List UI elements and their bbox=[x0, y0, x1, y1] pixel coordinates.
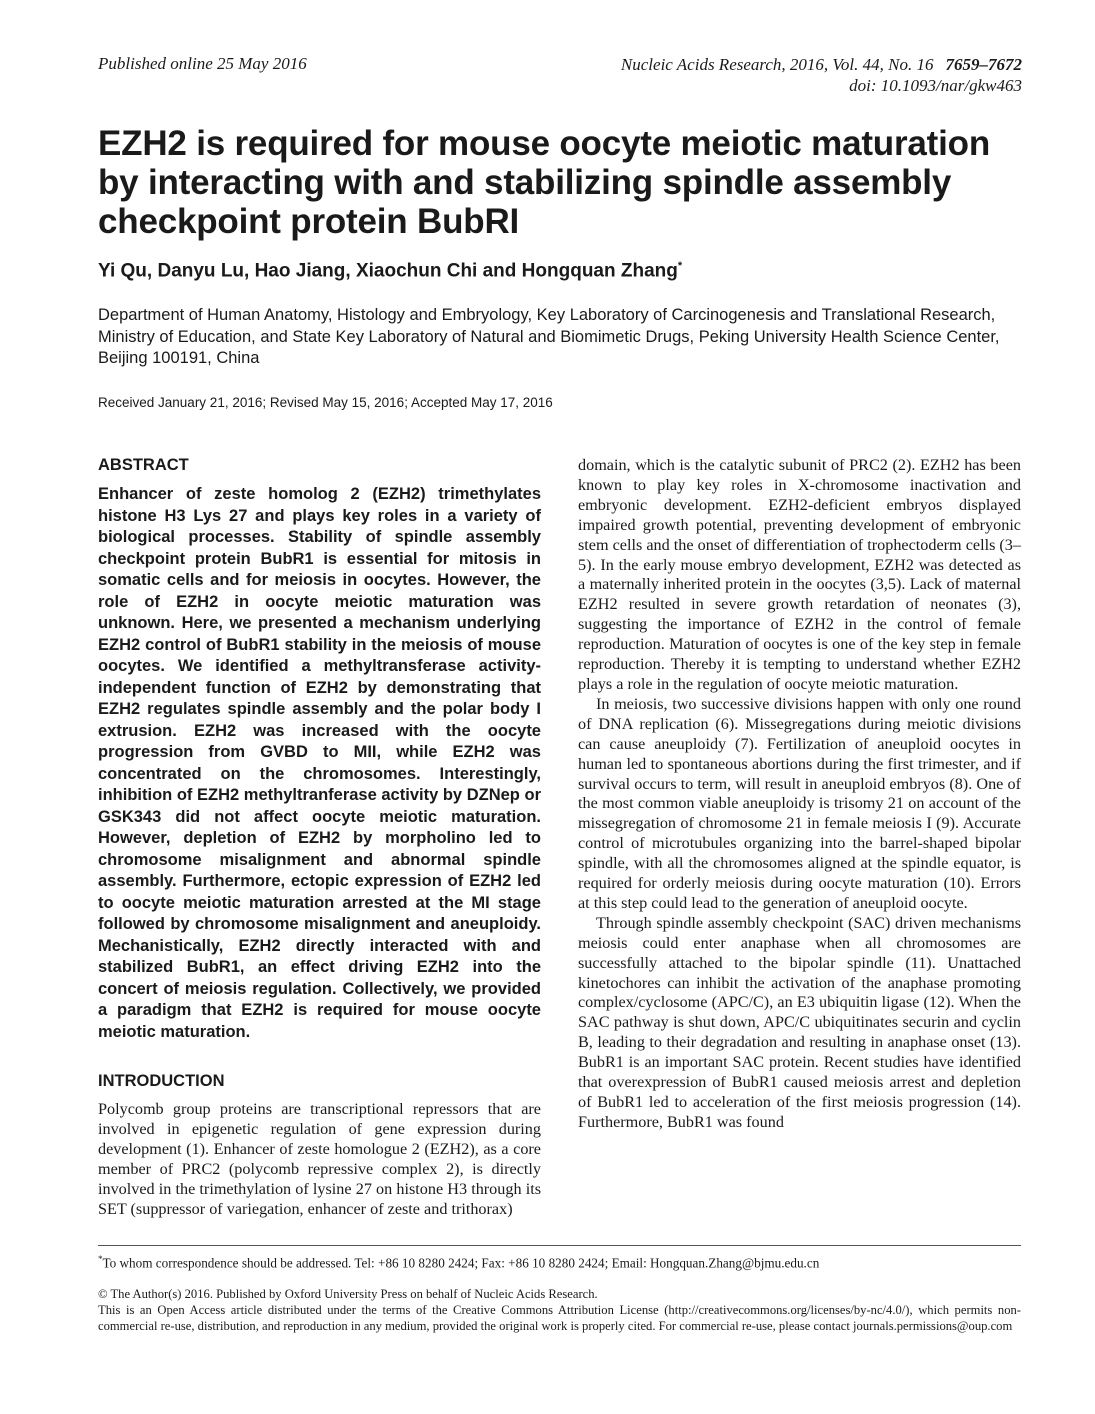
license-block bbox=[98, 1286, 1021, 1335]
article-title: EZH2 is required for mouse oocyte meiotic maturation by interacting with and stabilizing spindle assembly checkpoint protein BubRI bbox=[98, 124, 991, 241]
footnote-divider bbox=[98, 1245, 1021, 1246]
journal-header bbox=[621, 54, 1022, 96]
abstract-heading: ABSTRACT bbox=[98, 456, 189, 474]
license-text: This is an Open Access article distributed under the terms of the Creative Commons Attribution License (http://creativecommons.org/licenses/by-nc/4.0/), which permits non-commercial re-use, distribution, and reproduction in any medium, provided the original work is properly cited. For commercial re-use, please contact journals.permissions@oup.com bbox=[98, 1303, 1021, 1334]
abstract-text: Enhancer of zeste homolog 2 (EZH2) trimethylates histone H3 Lys 27 and plays key roles in a variety of biological processes. Stability of spindle assembly checkpoint protein BubR1 is essential for mitosis in somatic cells and for meiosis in oocytes. However, the role of EZH2 in oocyte meiotic maturation was unknown. Here, we presented a mechanism underlying EZH2 control of BubR1 stability in the meiosis of mouse oocytes. We identified a methyltransferase activity-independent function of EZH2 by demonstrating that EZH2 regulates spindle assembly and the polar body I extrusion. EZH2 was increased with the oocyte progression from GVBD to MII, while EZH2 was concentrated on the chromosomes. Interestingly, inhibition of EZH2 methyltranferase activity by DZNep or GSK343 did not affect oocyte meiotic maturation. However, depletion of EZH2 by morpholino led to chromosome misalignment and abnormal spindle assembly. Furthermore, ectopic expression of EZH2 led to oocyte meiotic maturation arrested at the MI stage followed by chromosome misalignment and aneuploidy. Mechanistically, EZH2 directly interacted with and stabilized BubR1, an effect driving EZH2 into the concert of meiosis regulation. Collectively, we provided a paradigm that EZH2 is required for mouse oocyte meiotic maturation. bbox=[98, 485, 541, 1041]
right-column bbox=[578, 456, 1021, 1133]
doi: doi: 10.1093/nar/gkw463 bbox=[849, 76, 1022, 95]
author-names: Yi Qu, Danyu Lu, Hao Jiang, Xiaochun Chi and Hongquan Zhang bbox=[98, 260, 678, 282]
intro-paragraph-3: Through spindle assembly checkpoint (SAC) driven mechanisms meiosis could enter anaphase when all chromosomes are successfully attached to the bipolar spindle (11). Unattached kinetochores can inhibit the activation of the anaphase promoting complex/cyclosome (APC/C), an E3 ubiquitin ligase (12). When the SAC pathway is shut down, APC/C ubiquitinates securin and cyclin B, leading to their degradation and resulting in anaphase onset (13). BubR1 is an important SAC protein. Recent studies have identified that overexpression of BubR1 caused meiosis arrest and depletion of BubR1 led to acceleration of the first meiosis progression (14). Furthermore, BubR1 was found bbox=[578, 913, 1021, 1131]
journal-citation: Nucleic Acids Research, 2016, Vol. 44, No. 16 bbox=[620, 55, 934, 74]
left-column bbox=[98, 456, 541, 1219]
introduction-heading: INTRODUCTION bbox=[98, 1072, 225, 1090]
page-range: 7659–7672 bbox=[945, 55, 1022, 74]
received-dates: Received January 21, 2016; Revised May 15, 2016; Accepted May 17, 2016 bbox=[98, 395, 553, 410]
intro-paragraph-2: In meiosis, two successive divisions happen with only one round of DNA replication (6). Missegregations during meiotic divisions can cause aneuploidy (7). Fertilization of aneuploid oocytes in human led to spontaneous abortions during the first trimester, and if survival occurs to term, will result in aneuploid embryos (8). One of the most common viable aneuploidy is trisomy 21 on account of the missegregation of chromosome 21 in female meiosis I (9). Accurate control of microtubules organizing into the barrel-shaped bipolar spindle, with all the chromosomes aligned at the spindle equator, is required for orderly meiosis during oocyte maturation (10). Errors at this step could lead to the generation of aneuploid oocyte. bbox=[578, 694, 1021, 912]
published-date: Published online 25 May 2016 bbox=[98, 54, 307, 73]
copyright-line: © The Author(s) 2016. Published by Oxford University Press on behalf of Nucleic Acids Research. bbox=[98, 1287, 598, 1301]
footnote-mark: * bbox=[98, 1254, 103, 1264]
correspondence-footnote bbox=[98, 1251, 1021, 1271]
author-list bbox=[98, 260, 682, 282]
intro-paragraph-1: Polycomb group proteins are transcriptional repressors that are involved in epigenetic regulation of gene expression during development (1). Enhancer of zeste homologue 2 (EZH2), as a core member of PRC2 (polycomb repressive complex 2), is directly involved in the trimethylation of lysine 27 on histone H3 through its SET (suppressor of variegation, enhancer of zeste and trithorax) bbox=[98, 1100, 541, 1218]
intro-paragraph-1-continued: domain, which is the catalytic subunit of PRC2 (2). EZH2 has been known to play key roles in X-chromosome inactivation and embryonic development. EZH2-deficient embryos displayed impaired growth potential, preventing development of embryonic stem cells and the onset of differentiation of trophectoderm cells (3–5). In the early mouse embryo development, EZH2 was detected as a maternally inherited protein in the oocytes (3,5). Lack of maternal EZH2 resulted in severe growth retardation of neonates (3), suggesting the importance of EZH2 in the control of female reproduction. Maturation of oocytes is one of the key step in female reproduction. Thereby it is tempting to understand whether EZH2 plays a role in the regulation of oocyte meiotic maturation. bbox=[578, 456, 1021, 693]
corresponding-mark: * bbox=[677, 260, 683, 272]
affiliation: Department of Human Anatomy, Histology and Embryology, Key Laboratory of Carcinogenesis and Translational Research, Ministry of Education, and State Key Laboratory of Natural and Biomimetic Drugs, Peking University Health Science Center, Beijing 100191, China bbox=[98, 306, 1000, 367]
footnote-text: To whom correspondence should be addressed. Tel: +86 10 8280 2424; Fax: +86 10 8280 2424; Email: Hongquan.Zhang@bjmu.edu.cn bbox=[102, 1255, 820, 1271]
